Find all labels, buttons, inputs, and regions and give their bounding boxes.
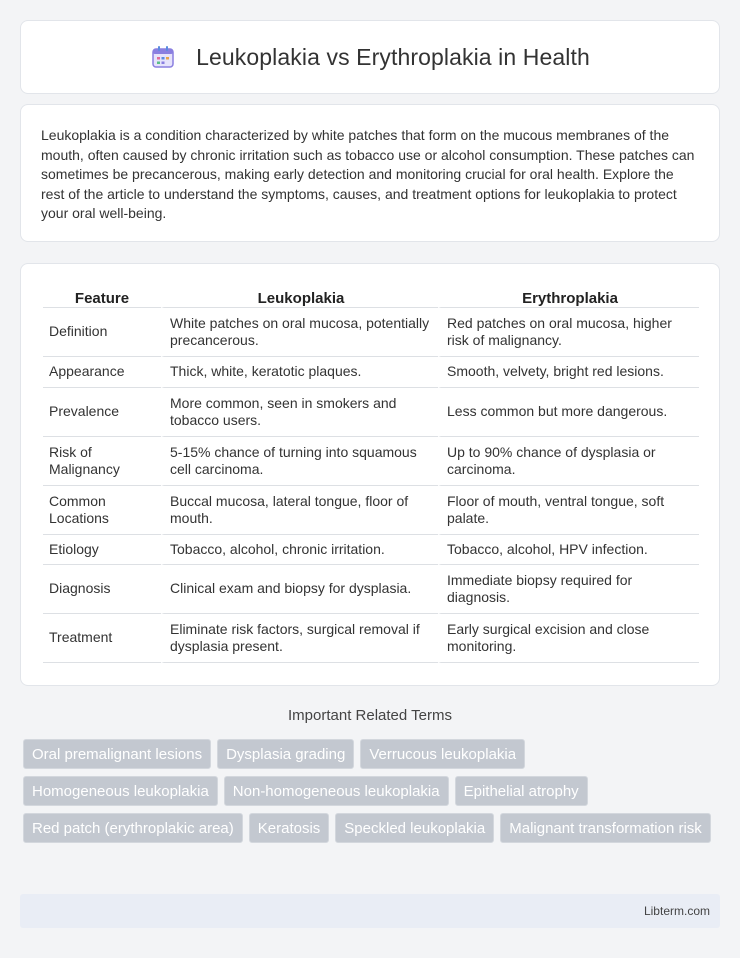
leukoplakia-cell: Buccal mucosa, lateral tongue, floor of mouth. xyxy=(161,486,438,535)
erythroplakia-cell: Less common but more dangerous. xyxy=(438,388,699,437)
leukoplakia-cell: Tobacco, alcohol, chronic irritation. xyxy=(161,535,438,565)
related-term-tag[interactable]: Dysplasia grading xyxy=(217,739,354,769)
related-terms-list xyxy=(23,739,723,843)
leukoplakia-cell: White patches on oral mucosa, potentially precancerous. xyxy=(161,308,438,357)
table-row xyxy=(43,308,699,357)
intro-section xyxy=(20,104,720,242)
table-row xyxy=(43,357,699,388)
related-term-tag[interactable]: Oral premalignant lesions xyxy=(23,739,211,769)
table-header-row xyxy=(43,284,699,308)
related-term-tag[interactable]: Speckled leukoplakia xyxy=(335,813,494,843)
comparison-table xyxy=(43,284,699,663)
table-row xyxy=(43,486,699,535)
feature-cell: Etiology xyxy=(43,535,161,565)
leukoplakia-cell: More common, seen in smokers and tobacco users. xyxy=(161,388,438,437)
related-term-tag[interactable]: Malignant transformation risk xyxy=(500,813,711,843)
leukoplakia-cell: Clinical exam and biopsy for dysplasia. xyxy=(161,565,438,614)
related-term-tag[interactable]: Verrucous leukoplakia xyxy=(360,739,525,769)
related-term-tag[interactable]: Epithelial atrophy xyxy=(455,776,588,806)
leukoplakia-cell: Thick, white, keratotic plaques. xyxy=(161,357,438,388)
related-terms-title: Important Related Terms xyxy=(288,707,452,724)
table-row xyxy=(43,565,699,614)
erythroplakia-cell: Smooth, velvety, bright red lesions. xyxy=(438,357,699,388)
table-row xyxy=(43,437,699,486)
feature-cell: Diagnosis xyxy=(43,565,161,614)
erythroplakia-cell: Immediate biopsy required for diagnosis. xyxy=(438,565,699,614)
feature-cell: Appearance xyxy=(43,357,161,388)
table-row xyxy=(43,614,699,663)
footer-site-link[interactable]: Libterm.com xyxy=(643,904,710,918)
comparison-table-card xyxy=(20,263,720,686)
related-term-tag[interactable]: Non-homogeneous leukoplakia xyxy=(224,776,449,806)
feature-cell: Treatment xyxy=(43,614,161,663)
feature-cell: Risk of Malignancy xyxy=(43,437,161,486)
related-term-tag[interactable]: Keratosis xyxy=(249,813,330,843)
erythroplakia-cell: Up to 90% chance of dysplasia or carcinoma. xyxy=(438,437,699,486)
calendar-icon xyxy=(150,44,176,70)
feature-cell: Definition xyxy=(43,308,161,357)
page-title: Leukoplakia vs Erythroplakia in Health xyxy=(196,43,590,70)
related-term-tag[interactable]: Red patch (erythroplakic area) xyxy=(23,813,243,843)
footer xyxy=(20,894,720,928)
leukoplakia-cell: 5-15% chance of turning into squamous cell carcinoma. xyxy=(161,437,438,486)
column-header: Feature xyxy=(43,284,161,308)
erythroplakia-cell: Floor of mouth, ventral tongue, soft palate. xyxy=(438,486,699,535)
table-row xyxy=(43,535,699,565)
feature-cell: Common Locations xyxy=(43,486,161,535)
column-header: Erythroplakia xyxy=(438,284,699,308)
intro-text: Leukoplakia is a condition characterized by white patches that form on the mucous membranes of the mouth, often caused by chronic irritation such as tobacco use or alcohol consumption. These patches can sometimes be precancerous, making early detection and monitoring crucial for oral health. Explore the rest of the article to understand the symptoms, causes, and treatment options for leukoplakia to protect your oral well-being. xyxy=(41,127,695,221)
column-header: Leukoplakia xyxy=(161,284,438,308)
erythroplakia-cell: Early surgical excision and close monitoring. xyxy=(438,614,699,663)
table-row xyxy=(43,388,699,437)
related-term-tag[interactable]: Homogeneous leukoplakia xyxy=(23,776,218,806)
leukoplakia-cell: Eliminate risk factors, surgical removal if dysplasia present. xyxy=(161,614,438,663)
feature-cell: Prevalence xyxy=(43,388,161,437)
erythroplakia-cell: Tobacco, alcohol, HPV infection. xyxy=(438,535,699,565)
erythroplakia-cell: Red patches on oral mucosa, higher risk of malignancy. xyxy=(438,308,699,357)
page-header xyxy=(20,20,720,94)
